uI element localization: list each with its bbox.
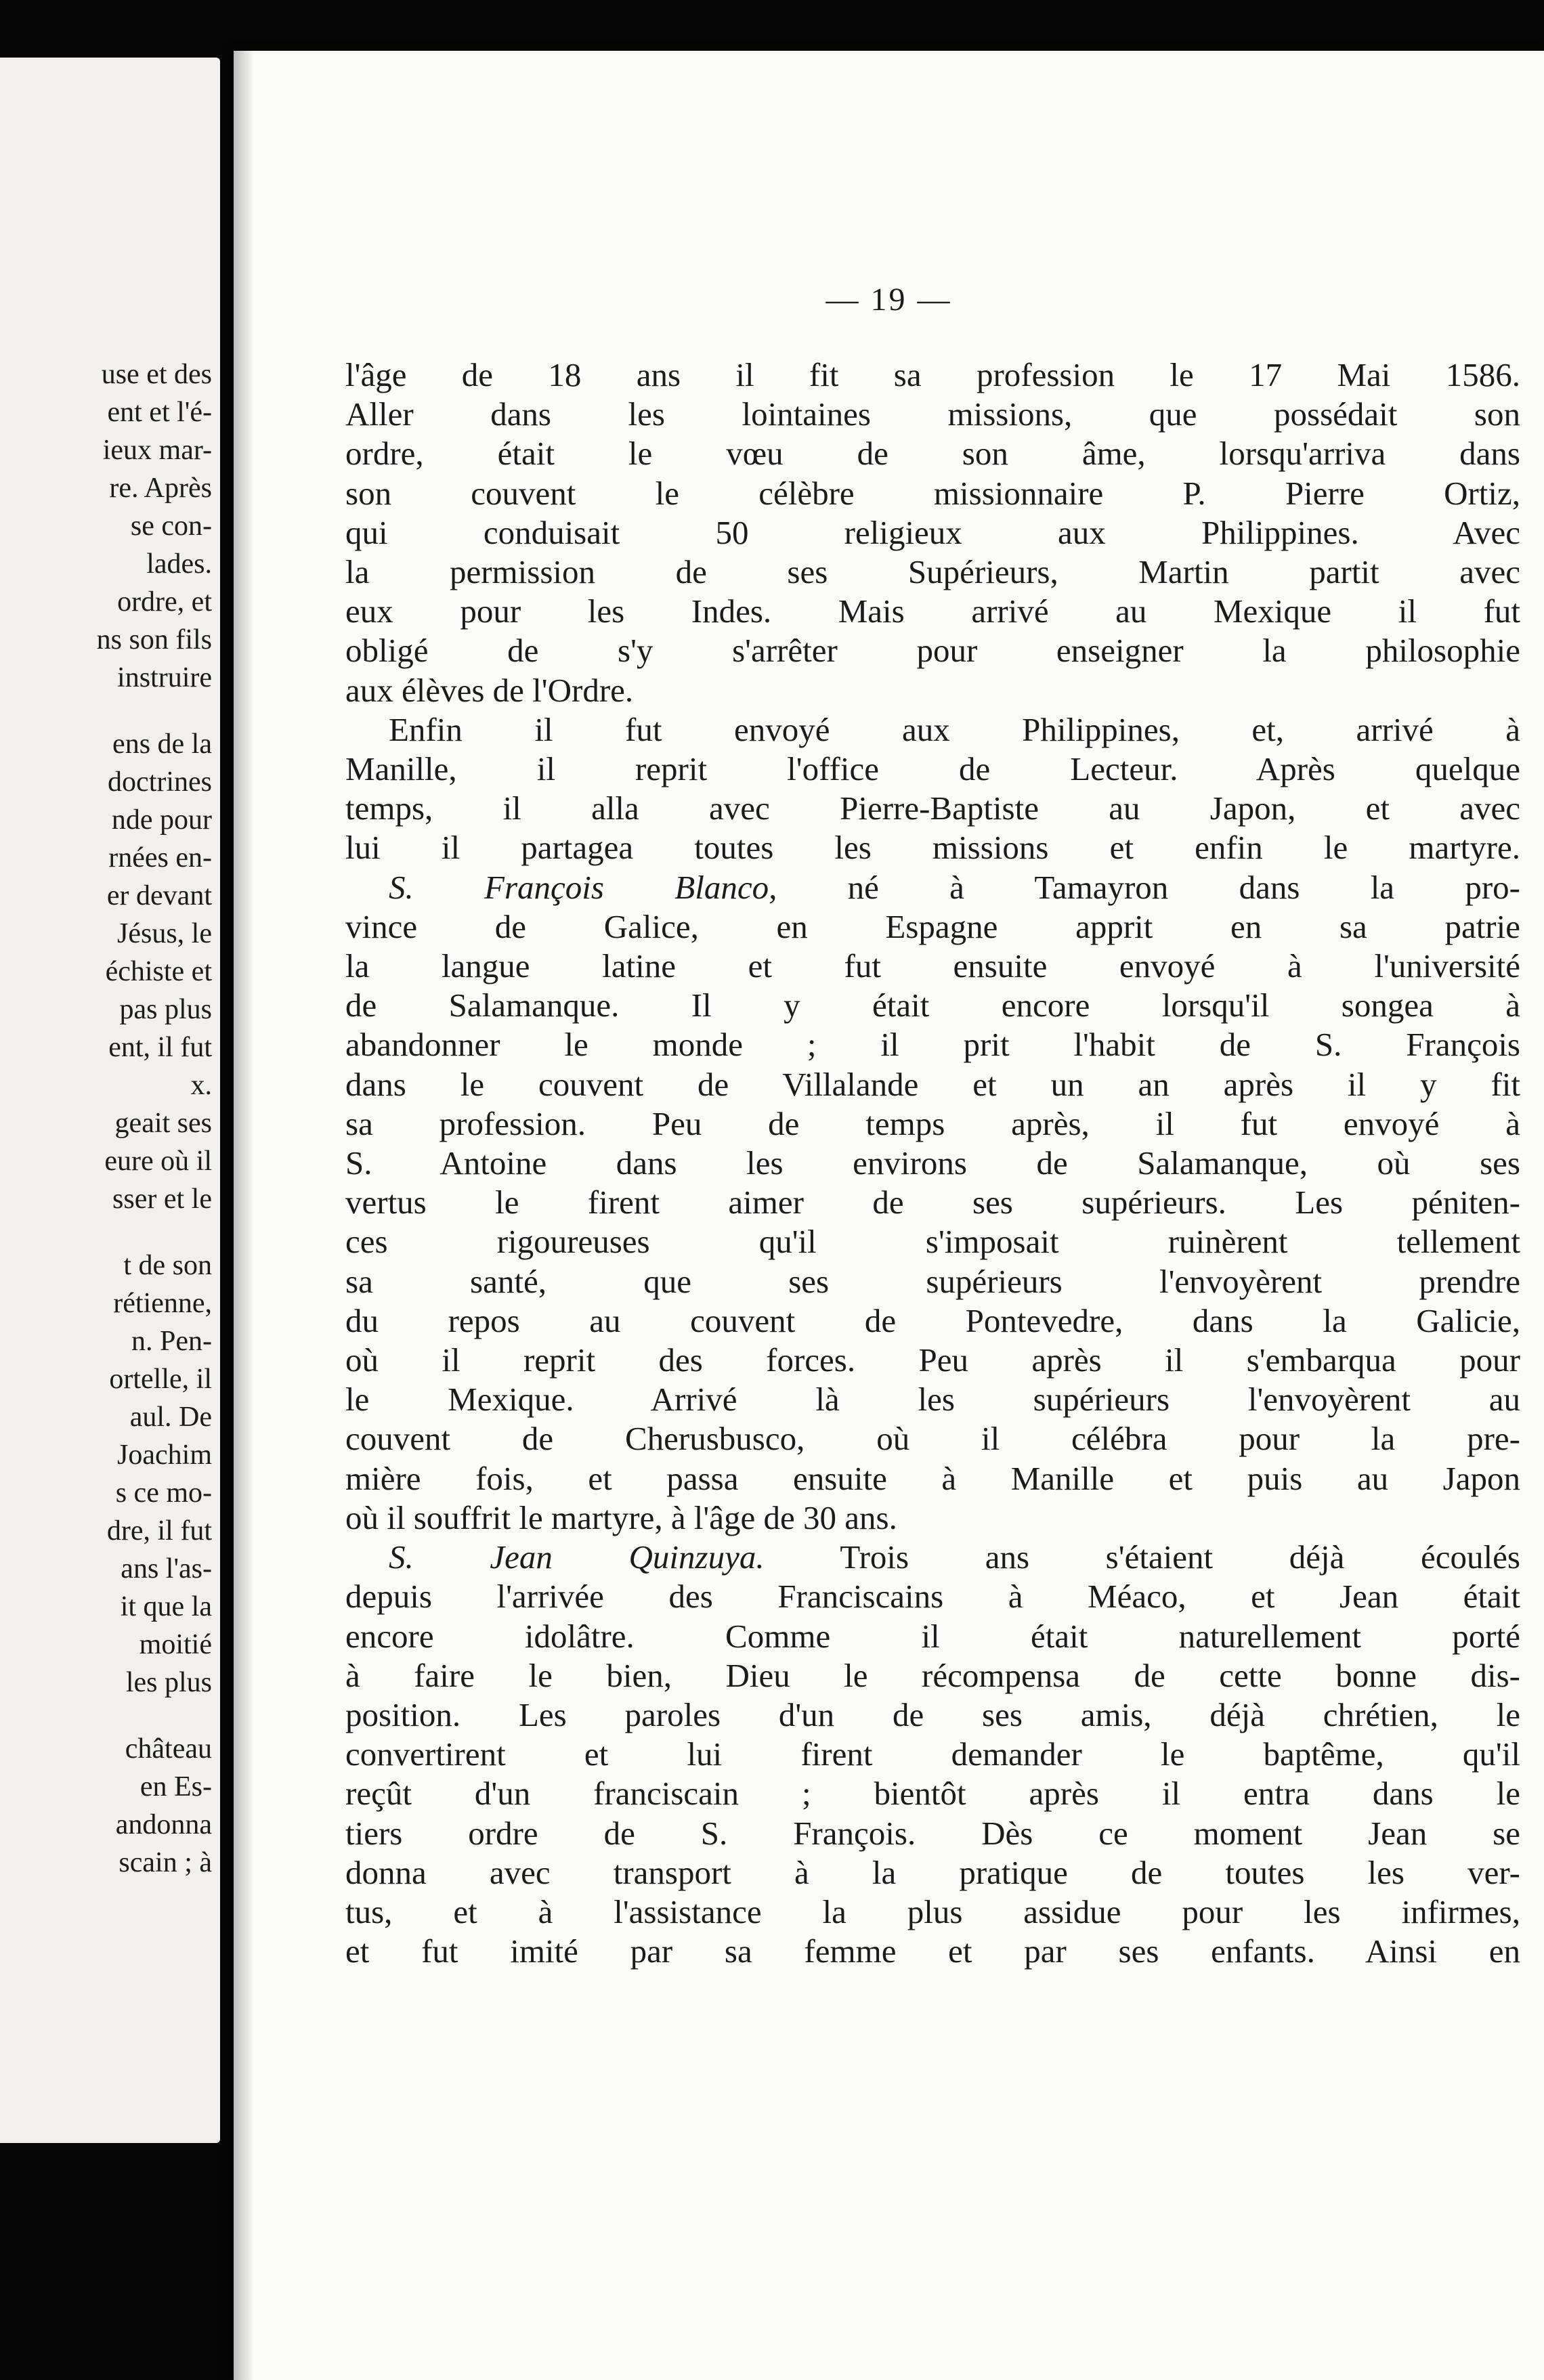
text-line — [345, 1262, 1520, 1301]
previous-page-line: sser et le — [112, 1184, 212, 1215]
line-text: tiers ordre de S. François. Dès ce moment Jean se — [345, 1814, 1520, 1852]
page-body-text — [345, 355, 1520, 1971]
line-text: position. Les paroles d'un de ses amis, déjà chrétien, le — [345, 1695, 1520, 1733]
line-text: encore idolâtre. Comme il était naturellement porté — [345, 1617, 1520, 1655]
previous-page-line: geait ses — [114, 1108, 212, 1139]
current-page — [234, 51, 1544, 2380]
line-text: ces rigoureuses qu'il s'imposait ruinèrent tellement — [345, 1223, 1520, 1261]
paragraph-gap — [97, 697, 212, 725]
text-line — [345, 710, 1520, 750]
previous-page-line: ent et l'é- — [107, 397, 212, 428]
line-text: vertus le firent aimer de ses supérieurs. Les péniten- — [345, 1184, 1520, 1221]
line-text: Manille, il reprit l'office de Lecteur. Après quelque — [345, 750, 1520, 788]
text-line — [345, 1183, 1520, 1222]
previous-page-line: t de son — [123, 1250, 212, 1281]
text-line — [345, 1695, 1520, 1735]
previous-page-line: lades. — [146, 548, 212, 580]
previous-page-line: ieux mar- — [102, 435, 212, 466]
text-line — [345, 1222, 1520, 1261]
line-text: la langue latine et fut ensuite envoyé à l'université — [345, 947, 1520, 985]
line-text: le Mexique. Arrivé là les supérieurs l'envoyèrent au — [345, 1381, 1520, 1419]
text-line — [345, 1892, 1520, 1932]
previous-page — [0, 58, 220, 2143]
line-text: la permission de ses Supérieurs, Martin partit avec — [345, 553, 1520, 591]
line-text: ordre, était le vœu de son âme, lorsqu'arriva dans — [345, 435, 1520, 473]
text-line — [345, 907, 1520, 947]
text-line — [345, 1774, 1520, 1813]
line-text: du repos au couvent de Pontevedre, dans la Galicie, — [345, 1301, 1520, 1339]
previous-page-line: dre, il fut — [106, 1515, 212, 1546]
previous-page-line: se con- — [130, 511, 212, 542]
line-text: mière fois, et passa ensuite à Manille et puis au Japon — [345, 1459, 1520, 1497]
previous-page-line: it que la — [120, 1591, 212, 1622]
saint-name: S. François Blanco, — [389, 868, 777, 906]
line-text: Aller dans les lointaines missions, que possédait son — [345, 395, 1520, 433]
previous-page-line: rétienne, — [113, 1288, 212, 1319]
text-line — [345, 1065, 1520, 1104]
line-text: sa santé, que ses supérieurs l'envoyèrent prendre — [345, 1262, 1520, 1300]
previous-page-line: x. — [190, 1070, 212, 1101]
line-text: et fut imité par sa femme et par ses enfants. Ainsi en — [345, 1932, 1520, 1970]
line-text: l'âge de 18 ans il fit sa profession le 17 Mai 1586. — [345, 356, 1520, 393]
previous-page-line: ns son fils — [96, 624, 212, 655]
line-text: donna avec transport à la pratique de toutes les ver- — [345, 1853, 1520, 1891]
text-line — [345, 1853, 1520, 1892]
text-line — [345, 947, 1520, 986]
previous-page-line: château — [125, 1733, 212, 1765]
saint-name: S. Jean Quinzuya. — [389, 1538, 765, 1576]
line-text: à faire le bien, Dieu le récompensa de cette bonne dis- — [345, 1656, 1520, 1694]
line-text: tus, et à l'assistance la plus assidue pour les infirmes, — [345, 1892, 1520, 1930]
text-line — [345, 1419, 1520, 1458]
line-text: temps, il alla avec Pierre-Baptiste au Japon, et avec — [345, 789, 1520, 827]
previous-page-line: ens de la — [112, 729, 212, 760]
text-line — [345, 1577, 1520, 1616]
line-text: lui il partagea toutes les missions et enfin le martyre. — [345, 829, 1520, 867]
text-line — [345, 631, 1520, 670]
text-line — [345, 828, 1520, 867]
text-line — [345, 592, 1520, 631]
line-text: vince de Galice, en Espagne apprit en sa patrie — [345, 907, 1520, 945]
paragraph-gap — [97, 1218, 212, 1247]
text-line — [345, 1932, 1520, 1971]
text-line — [345, 1814, 1520, 1853]
text-line — [345, 513, 1520, 553]
previous-page-line: aul. De — [129, 1402, 212, 1433]
line-text: convertirent et lui firent demander le baptême, qu'il — [345, 1735, 1520, 1773]
line-text: qui conduisait 50 religieux aux Philippines. Avec — [345, 513, 1520, 551]
previous-page-line: moitié — [139, 1629, 212, 1660]
line-text: dans le couvent de Villalande et un an après il y fit — [345, 1065, 1520, 1103]
line-text: de Salamanque. Il y était encore lorsqu'il songea à — [345, 987, 1520, 1024]
previous-page-line: ordre, et — [117, 586, 212, 618]
previous-page-line: scain ; à — [119, 1847, 212, 1878]
previous-page-line: en Es- — [140, 1771, 212, 1802]
text-line — [345, 395, 1520, 434]
previous-page-line: n. Pen- — [131, 1326, 212, 1357]
line-text: abandonner le monde ; il prit l'habit de S. François — [345, 1026, 1520, 1064]
line-text: eux pour les Indes. Mais arrivé au Mexique il fut — [345, 592, 1520, 630]
text-line — [345, 1735, 1520, 1774]
text-line — [345, 868, 1520, 907]
text-line — [345, 474, 1520, 513]
line-text: sa profession. Peu de temps après, il fut envoyé à — [345, 1104, 1520, 1142]
page-number: — 19 — — [825, 282, 952, 318]
line-text: depuis l'arrivée des Franciscains à Méaco, et Jean était — [345, 1578, 1520, 1616]
previous-page-line: instruire — [117, 662, 212, 693]
text-line — [345, 553, 1520, 592]
text-line — [345, 1617, 1520, 1656]
text-line — [345, 1144, 1520, 1183]
previous-page-line: les plus — [125, 1667, 212, 1698]
text-line — [345, 1656, 1520, 1695]
previous-page-line: eure où il — [104, 1146, 212, 1177]
line-text: Trois ans s'étaient déjà écoulés — [764, 1538, 1520, 1576]
line-text: S. Antoine dans les environs de Salamanque, où ses — [345, 1144, 1520, 1182]
text-line — [345, 671, 1520, 710]
text-line — [345, 1025, 1520, 1064]
line-text: aux élèves de l'Ordre. — [345, 671, 634, 709]
previous-page-line: ans l'as- — [121, 1553, 212, 1584]
text-line — [345, 1341, 1520, 1380]
previous-page-line: andonna — [115, 1809, 212, 1840]
text-line — [345, 1498, 1520, 1538]
text-line — [345, 1301, 1520, 1341]
previous-page-line: re. Après — [109, 473, 212, 504]
paragraph-gap — [97, 1702, 212, 1730]
line-text: où il souffrit le martyre, à l'âge de 30 ans. — [345, 1498, 897, 1536]
previous-page-line: Joachim — [117, 1440, 212, 1471]
line-text: reçût d'un franciscain ; bientôt après il entra dans le — [345, 1775, 1520, 1813]
text-line — [345, 789, 1520, 828]
previous-page-line: pas plus — [119, 994, 212, 1025]
previous-page-line: ent, il fut — [108, 1032, 212, 1063]
previous-page-line: nde pour — [111, 804, 212, 836]
previous-page-line: doctrines — [108, 766, 212, 798]
previous-page-line: s ce mo- — [115, 1477, 212, 1509]
previous-page-line: ortelle, il — [109, 1364, 212, 1395]
previous-page-line: use et des — [101, 359, 212, 390]
line-text: Enfin il fut envoyé aux Philippines, et, arrivé à — [389, 710, 1520, 748]
text-line — [345, 1104, 1520, 1144]
previous-page-line: rnées en- — [108, 842, 212, 873]
text-line — [345, 1380, 1520, 1419]
line-text: où il reprit des forces. Peu après il s'embarqua pour — [345, 1341, 1520, 1379]
line-text: couvent de Cherusbusco, où il célébra pour la pre- — [345, 1420, 1520, 1458]
previous-page-text — [97, 355, 212, 1882]
line-text: obligé de s'y s'arrêter pour enseigner la philosophie — [345, 632, 1520, 670]
previous-page-line: Jésus, le — [117, 918, 212, 949]
text-line — [345, 355, 1520, 395]
previous-page-line: er devant — [106, 880, 212, 911]
text-line — [345, 1459, 1520, 1498]
text-line — [345, 1538, 1520, 1577]
line-text: son couvent le célèbre missionnaire P. Pierre Ortiz, — [345, 474, 1520, 512]
text-line — [345, 986, 1520, 1025]
text-line — [345, 750, 1520, 789]
previous-page-line: échiste et — [105, 956, 212, 987]
page-gutter-shadow — [234, 51, 254, 2380]
line-text: né à Tamayron dans la pro- — [777, 868, 1520, 906]
text-line — [345, 434, 1520, 473]
